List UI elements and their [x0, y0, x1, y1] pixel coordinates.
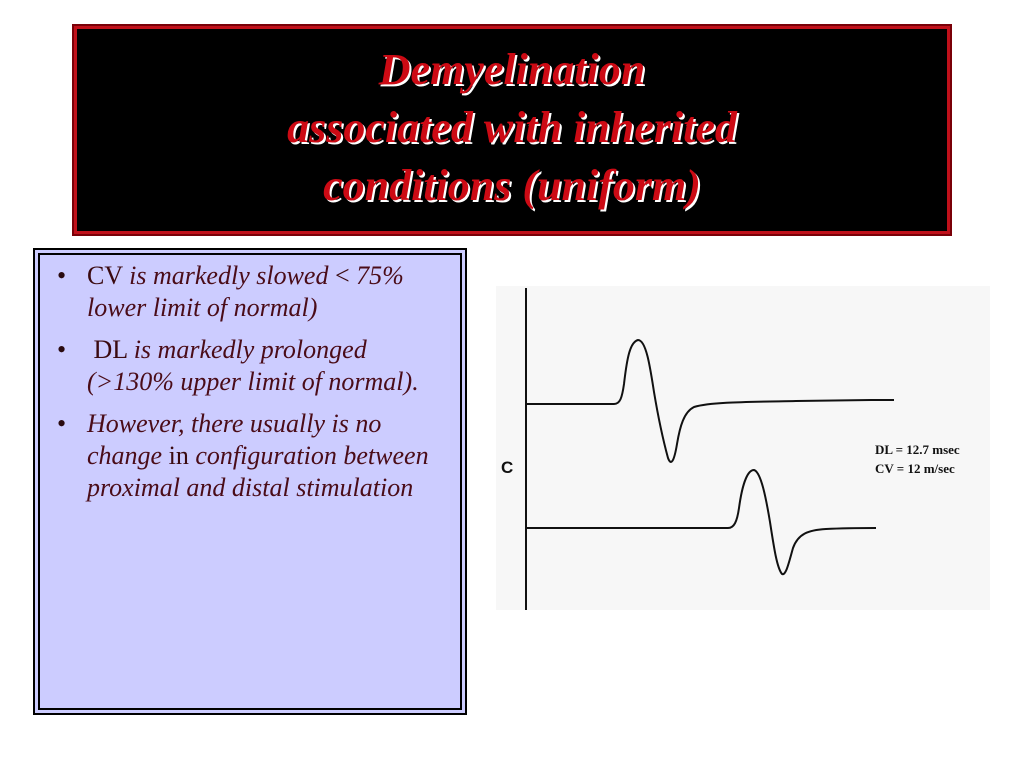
- bullet-marker: •: [57, 409, 67, 438]
- bullet-panel: [33, 248, 467, 715]
- bullet-text: is markedly slowed: [129, 261, 335, 290]
- lower-waveform-trace: [526, 470, 876, 574]
- conduction-velocity-value: CV = 12 m/sec: [875, 461, 955, 476]
- bullet-text: is markedly prolonged (>130% upper limit of normal).: [87, 335, 419, 396]
- bullet-marker: •: [57, 335, 67, 364]
- distal-latency-value: DL = 12.7 msec: [875, 442, 960, 457]
- trace-label: C: [501, 458, 514, 477]
- title-line-3: conditions (uniform): [323, 161, 701, 210]
- bullet-text: 75% lower limit of normal): [87, 261, 404, 322]
- bullet-item-cv: [53, 260, 445, 324]
- upper-waveform-trace: [526, 340, 894, 462]
- title-line-2: associated with inherited: [287, 103, 737, 152]
- bullet-item-dl: [53, 334, 445, 398]
- bullet-list: [35, 250, 465, 504]
- title-banner: [74, 26, 950, 234]
- bullet-item-configuration: [53, 408, 445, 504]
- bullet-text: CV: [87, 261, 130, 290]
- bullet-text: However, there usually is no change: [87, 409, 382, 470]
- bullet-text: DL: [87, 335, 134, 364]
- bullet-text: configuration between proximal and distal stimulation: [87, 441, 429, 502]
- bullet-text: in: [168, 441, 196, 470]
- title-line-1: Demyelination: [378, 45, 646, 94]
- bullet-text: <: [334, 261, 357, 290]
- bullet-marker: •: [57, 261, 67, 290]
